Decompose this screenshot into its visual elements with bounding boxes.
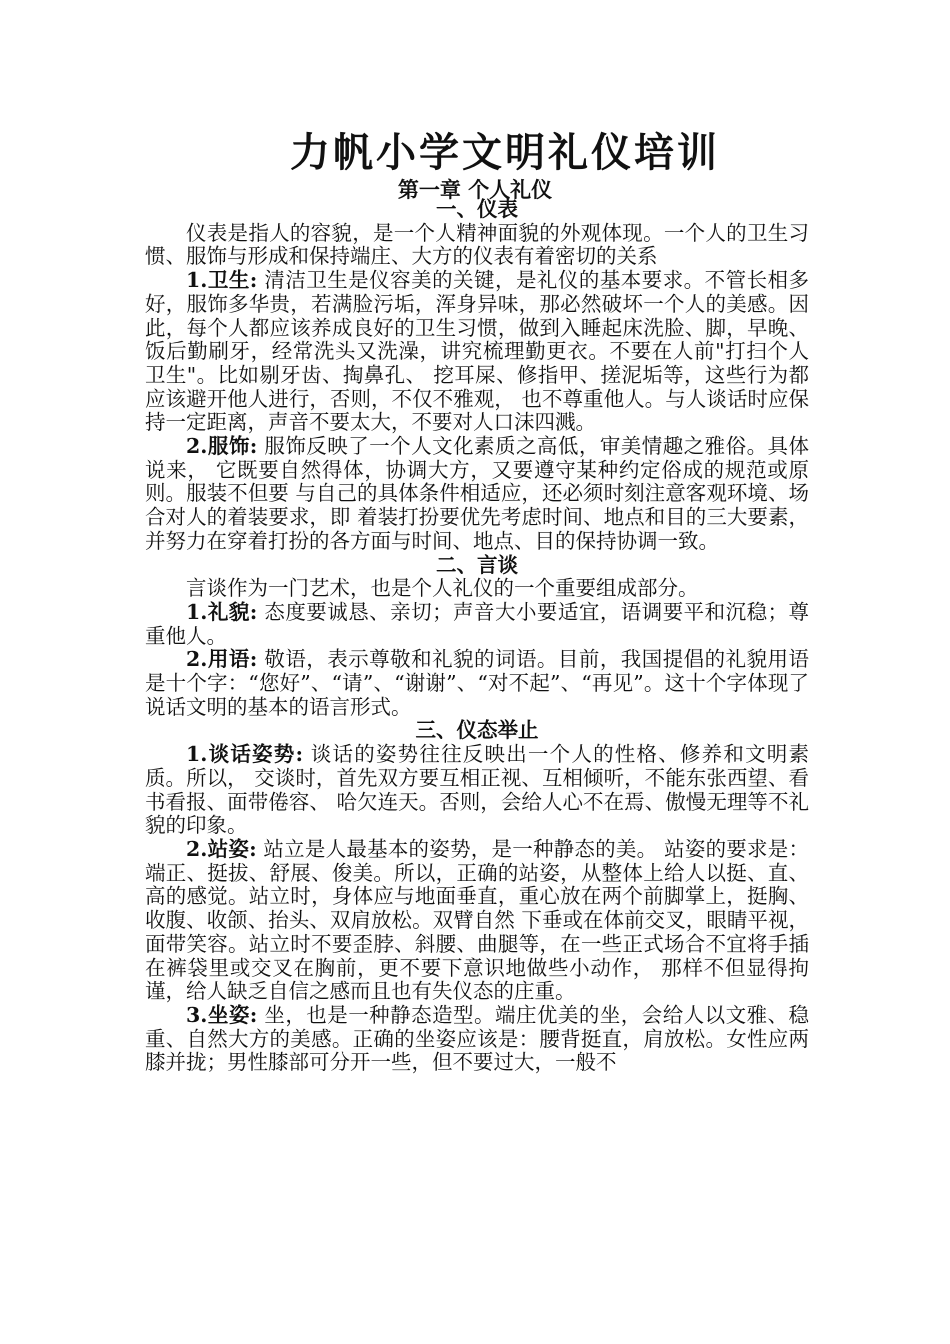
text-hygiene: 清洁卫生是仪容美的关键，是礼仪的基本要求。不管长相多好，服饰多华贵，若满脸污垢，浑身异味，那必然破坏一个人的美感。因此，每个人都应该养成良好的卫生习惯，做到入睡起床洗脸、脚，早晚、饭后勤刷牙，经常洗头又洗澡，讲究梳理勤更衣。不要在人前"打扫个人卫生"。比如剔牙齿、掏鼻孔、 挖耳屎、修指甲、搓泥垢等，这些行为都应该避开他人进行，否则，不仅不雅观， 也不尊重他人。与人谈话时应保持一定距离，声音不要太大，不要对人口沫四溅。: [145, 268, 810, 435]
term-sitting-posture: 3.坐姿:: [186, 1002, 258, 1027]
chapter-heading: 第一章 个人礼仪: [397, 177, 553, 202]
document-body: [145, 198, 809, 1075]
paragraph-politeness: [145, 601, 809, 648]
term-clothing: 2.服饰:: [186, 434, 258, 459]
section-heading-manners: 三、仪态举止: [415, 718, 539, 743]
paragraph-talking-posture: [145, 743, 809, 838]
text-clothing: 服饰反映了一个人文化素质之高低，审美情趣之雅俗。具体说来， 它既要自然得体，协调大方，又要遵守某种约定俗成的规范或原则。服装不但要 与自己的具体条件相适应，还必须时刻注意客观环境、场合对人的着装要求，即 着装打扮要优先考虑时间、地点和目的三大要素，并努力在穿着打扮的各方面与时间、地点、目的保持协调一致。: [145, 434, 810, 553]
paragraph-hygiene: [145, 269, 809, 435]
paragraph-appearance-intro: 仪表是指人的容貌，是一个人精神面貌的外观体现。一个人的卫生习惯、服饰与形成和保持端庄、大方的仪表有着密切的关系: [145, 220, 809, 269]
paragraph-wording: [145, 648, 809, 719]
paragraph-clothing: [145, 435, 809, 554]
paragraph-sitting-posture: [145, 1004, 809, 1075]
text-politeness: 态度要诚恳、亲切；声音大小要适宜，语调要平和沉稳；尊重他人。: [145, 599, 810, 648]
text-standing-posture: 站立是人最基本的姿势，是一种静态的美。 站姿的要求是：端正、挺拔、舒展、俊美。所以，正确的站姿，从整体上给人以挺、直、高的感觉。站立时，身体应与地面垂直，重心放在两个前脚掌上，挺胸、收腹、收颌、抬头、双肩放松。双臂自然 下垂或在体前交叉，眼睛平视，面带笑容。站立时不要歪脖、斜腰、曲腿等，在一些正式场合不宜将手插在裤袋里或交叉在胸前，更不要下意识地做些小动作， 那样不但显得拘谨，给人缺乏自信之感而且也有失仪态的庄重。: [145, 836, 810, 1004]
term-politeness: 1.礼貌:: [186, 599, 258, 624]
paragraph-speech-intro: 言谈作为一门艺术，也是个人礼仪的一个重要组成部分。: [186, 576, 699, 601]
text-wording: 敬语，表示尊敬和礼貌的词语。目前，我国提倡的礼貌用语是十个字：“您好”、“请”、“谢谢”、“对不起”、“再见”。这十个字体现了说话文明的基本的语言形式。: [145, 647, 810, 719]
term-standing-posture: 2.站姿:: [186, 836, 257, 861]
section-heading-appearance: 一、仪表: [436, 197, 518, 221]
term-hygiene: 1.卫生:: [186, 268, 258, 293]
text-sitting-posture: 坐，也是一种静态造型。端庄优美的坐，会给人以文雅、稳重、自然大方的美感。正确的坐姿应该是：腰背挺直，肩放松。女性应两膝并拢；男性膝部可分开一些，但不要过大，一般不: [145, 1002, 810, 1075]
paragraph-standing-posture: [145, 838, 809, 1004]
section-heading-speech: 二、言谈: [436, 552, 518, 577]
term-talking-posture: 1.谈话姿势:: [186, 742, 304, 767]
text-talking-posture: 谈话的姿势往往反映出一个人的性格、修养和文明素质。所以， 交谈时，首先双方要互相正视、互相倾听，不能东张西望、看书看报、面带倦容、 哈欠连天。否则，会给人心不在焉、傲慢无理等不礼貌的印象。: [145, 742, 810, 838]
document-title: 力帆小学文明礼仪培训: [290, 129, 720, 176]
term-wording: 2.用语:: [186, 647, 258, 672]
